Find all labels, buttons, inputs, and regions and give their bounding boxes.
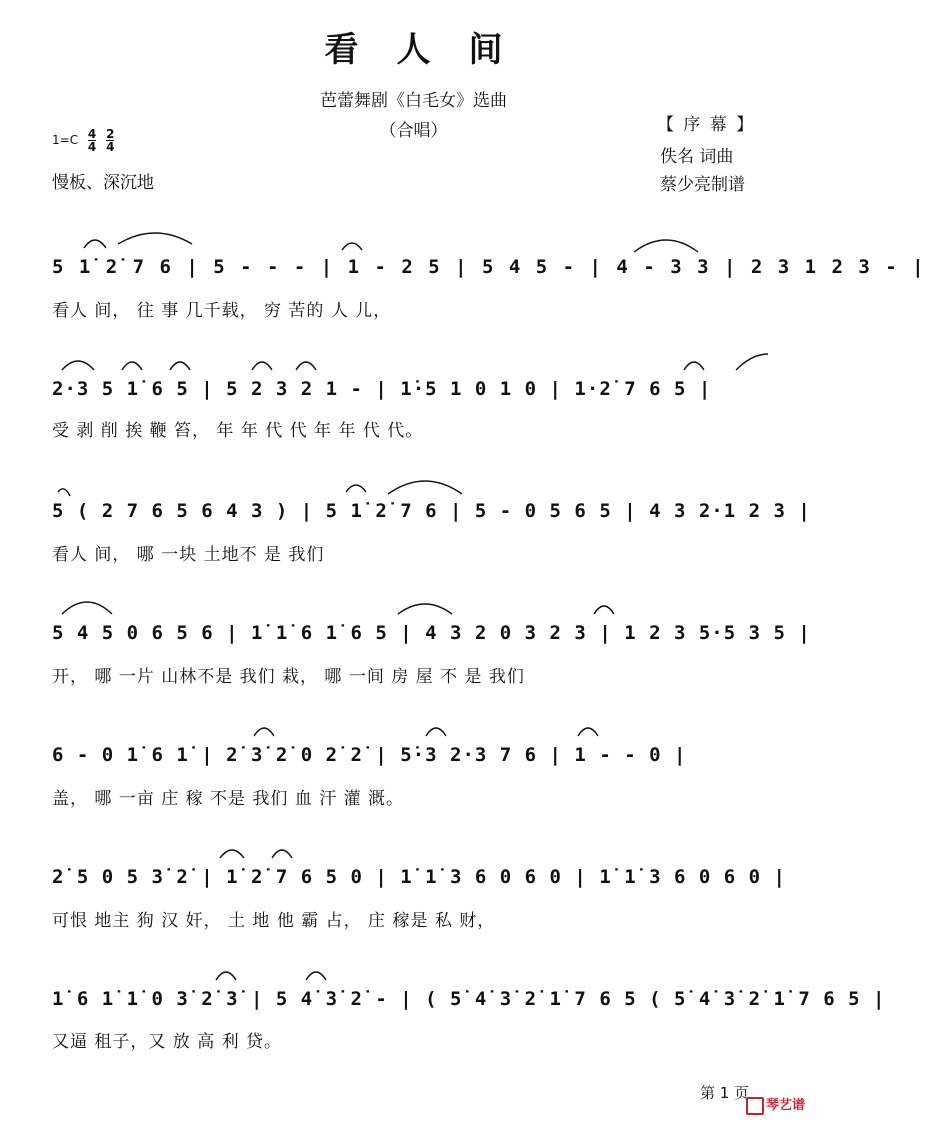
time-signature-2-4: $\frac{2}{4}$ <box>106 127 115 154</box>
logo-icon <box>746 1097 764 1115</box>
notation-line-4: 5 4 5 0 6 5 6 | 1̇ 1̇ 6 1̇ 6 5 | 4 3 2 0 3 2 3 | 1 2 3 5·5 3 5 | <box>52 622 811 644</box>
lyrics-line-6: 可恨 地主 狗 汉 奸， 土 地 他 霸 占， 庄 稼是 私 财， <box>52 911 496 931</box>
site-logo <box>746 1094 805 1115</box>
site-name: 琴艺谱 <box>766 1098 806 1113</box>
notation-line-5: 6 - 0 1̇ 6 1̇ | 2̇ 3̇ 2̇ 0 2̇ 2̇ | 5̇·3 2·3 7 6 | 1 - - 0 | <box>52 744 687 766</box>
arranger-credit: 蔡少亮制谱 <box>660 175 745 195</box>
time-signature-4-4: $\frac{4}{4}$ <box>87 127 97 154</box>
slur-arc <box>342 243 362 250</box>
slur-arc <box>118 233 192 244</box>
page-number: 第 1 页 <box>700 1084 750 1102</box>
section-label: 【 序 幕 】 <box>657 115 756 135</box>
slur-arc <box>684 362 704 370</box>
slur-arc <box>254 728 274 736</box>
notation-line-6: 2̇ 5 0 5 3̇ 2̇ | 1̇ 2̇ 7 6 5 0 | 1̇ 1̇ 3 6 0 6 0 | 1̇ 1̇ 3 6 0 6 0 | <box>52 866 786 888</box>
slur-arc <box>306 972 326 980</box>
slur-arc <box>634 240 698 252</box>
slur-arc <box>252 362 272 370</box>
lyrics-line-3: 看人 间， 哪 一块 土地不 是 我们 <box>52 545 325 565</box>
lyrics-line-1: 看人 间， 往 事 几千载， 穷 苦的 人 儿， <box>52 301 392 321</box>
notation-line-2: 2·3 5 1̇ 6 5 | 5 2 3 2 1 - | 1̇·5 1 0 1 0 | 1·2̇ 7 6 5 | <box>52 378 712 400</box>
slur-arc <box>220 850 244 858</box>
song-subtitle: 芭蕾舞剧《白毛女》选曲 <box>320 91 507 111</box>
song-title: 看人间 <box>324 30 541 70</box>
slur-arc <box>296 362 316 370</box>
notation-line-3: 5 ( 2 7 6 5 6 4 3 ) | 5 1̇ 2̇ 7 6 | 5 - 0 5 6 5 | 4 3 2·1 2 3 | <box>52 500 811 522</box>
slur-arc <box>398 604 452 614</box>
lyrics-line-7: 又逼 租子，又 放 高 利 贷。 <box>52 1032 283 1052</box>
slur-arc <box>58 489 70 496</box>
slur-arc <box>170 362 190 370</box>
key-signature: 1=C <box>52 133 79 147</box>
notation-line-7: 1̇ 6 1̇ 1̇ 0 3̇ 2̇ 3̇ | 5 4̇ 3̇ 2̇ - | ( 5̇ 4̇ 3̇ 2̇ 1̇ 7 6 5 ( 5̇ 4̇ 3̇ 2̇ 1̇ 7 6 5 | <box>52 988 886 1010</box>
performance-type: （合唱） <box>379 121 448 141</box>
lyrics-line-4: 开， 哪 一片 山林不是 我们 栽， 哪 一间 房 屋 不 是 我们 <box>52 667 525 687</box>
slur-arc <box>62 602 112 614</box>
slur-arc <box>388 481 462 494</box>
slur-arc <box>578 728 598 736</box>
slur-arc <box>62 361 94 370</box>
author-credit: 佚名 词曲 <box>660 147 734 167</box>
lyrics-line-5: 盖， 哪 一亩 庄 稼 不是 我们 血 汗 灌 溉。 <box>52 789 405 809</box>
slur-arc <box>426 728 446 736</box>
slur-arc <box>272 850 292 858</box>
slur-arc <box>736 354 768 370</box>
slur-arc <box>84 240 106 248</box>
slur-arc <box>346 485 366 492</box>
slur-arc <box>216 972 236 980</box>
tempo-marking: 慢板、深沉地 <box>52 173 154 193</box>
slur-arc <box>122 362 142 370</box>
slur-arc <box>594 606 614 614</box>
lyrics-line-2: 受 剥 削 挨 鞭 笞， 年 年 代 代 年 年 代 代。 <box>52 421 424 441</box>
notation-line-1: 5 1̇ 2̇ 7 6 | 5 - - - | 1 - 2 5 | 5 4 5 - | 4 - 3 3 | 2 3 1 2 3 - | <box>52 256 925 278</box>
